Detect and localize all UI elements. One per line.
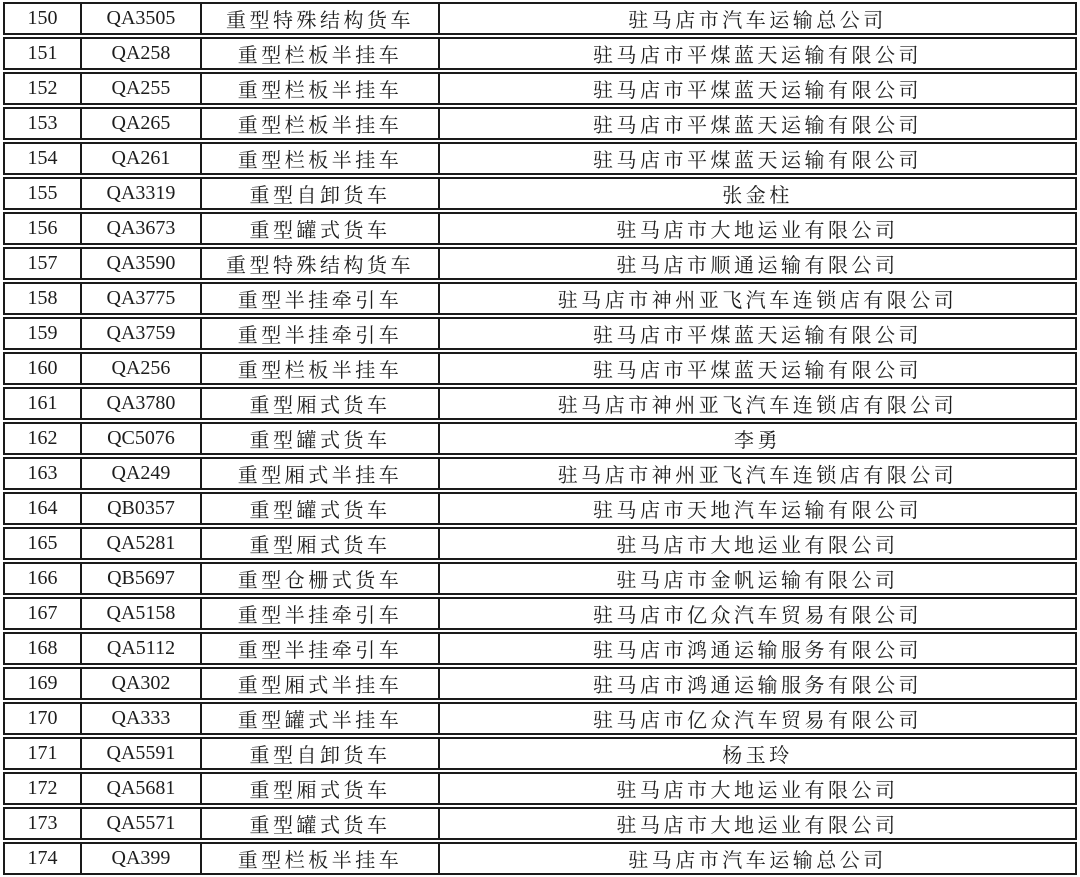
table-row — [3, 632, 1077, 665]
row-number-cell: 162 — [3, 422, 82, 455]
vehicle-type-cell: 重型厢式货车 — [202, 527, 440, 560]
table-row — [3, 807, 1077, 840]
owner-company-cell: 驻马店市神州亚飞汽车连锁店有限公司 — [440, 457, 1077, 490]
owner-company-cell: 驻马店市顺通运输有限公司 — [440, 247, 1077, 280]
row-number-cell: 155 — [3, 177, 82, 210]
plate-number-cell: QA255 — [82, 72, 202, 105]
owner-company-cell: 驻马店市神州亚飞汽车连锁店有限公司 — [440, 387, 1077, 420]
owner-company-cell: 驻马店市亿众汽车贸易有限公司 — [440, 702, 1077, 735]
vehicle-type-cell: 重型厢式货车 — [202, 772, 440, 805]
owner-company-cell: 驻马店市大地运业有限公司 — [440, 212, 1077, 245]
table-row — [3, 212, 1077, 245]
row-number-cell: 152 — [3, 72, 82, 105]
table-row — [3, 737, 1077, 770]
row-number-cell: 161 — [3, 387, 82, 420]
owner-company-cell: 驻马店市亿众汽车贸易有限公司 — [440, 597, 1077, 630]
plate-number-cell: QA265 — [82, 107, 202, 140]
vehicle-type-cell: 重型半挂牵引车 — [202, 597, 440, 630]
row-number-cell: 168 — [3, 632, 82, 665]
vehicle-type-cell: 重型栏板半挂车 — [202, 107, 440, 140]
row-number-cell: 153 — [3, 107, 82, 140]
vehicle-type-cell: 重型厢式货车 — [202, 387, 440, 420]
vehicle-type-cell: 重型特殊结构货车 — [202, 2, 440, 35]
plate-number-cell: QA5591 — [82, 737, 202, 770]
plate-number-cell: QA3775 — [82, 282, 202, 315]
vehicle-type-cell: 重型厢式半挂车 — [202, 457, 440, 490]
row-number-cell: 171 — [3, 737, 82, 770]
table-row — [3, 282, 1077, 315]
row-number-cell: 166 — [3, 562, 82, 595]
vehicle-type-cell: 重型仓栅式货车 — [202, 562, 440, 595]
plate-number-cell: QB0357 — [82, 492, 202, 525]
plate-number-cell: QA249 — [82, 457, 202, 490]
owner-company-cell: 驻马店市大地运业有限公司 — [440, 807, 1077, 840]
plate-number-cell: QA5281 — [82, 527, 202, 560]
owner-company-cell: 驻马店市金帆运输有限公司 — [440, 562, 1077, 595]
plate-number-cell: QA3505 — [82, 2, 202, 35]
plate-number-cell: QA5571 — [82, 807, 202, 840]
owner-company-cell: 驻马店市平煤蓝天运输有限公司 — [440, 352, 1077, 385]
table-row — [3, 247, 1077, 280]
owner-company-cell: 驻马店市平煤蓝天运输有限公司 — [440, 107, 1077, 140]
owner-company-cell: 驻马店市平煤蓝天运输有限公司 — [440, 37, 1077, 70]
plate-number-cell: QA399 — [82, 842, 202, 875]
owner-company-cell: 驻马店市鸿通运输服务有限公司 — [440, 632, 1077, 665]
plate-number-cell: QA3780 — [82, 387, 202, 420]
table-row — [3, 72, 1077, 105]
table-row — [3, 597, 1077, 630]
plate-number-cell: QA3590 — [82, 247, 202, 280]
table-row — [3, 142, 1077, 175]
plate-number-cell: QA5158 — [82, 597, 202, 630]
table-row — [3, 352, 1077, 385]
plate-number-cell: QC5076 — [82, 422, 202, 455]
row-number-cell: 172 — [3, 772, 82, 805]
row-number-cell: 169 — [3, 667, 82, 700]
owner-company-cell: 驻马店市平煤蓝天运输有限公司 — [440, 142, 1077, 175]
vehicle-type-cell: 重型罐式货车 — [202, 807, 440, 840]
row-number-cell: 158 — [3, 282, 82, 315]
row-number-cell: 164 — [3, 492, 82, 525]
owner-company-cell: 驻马店市大地运业有限公司 — [440, 527, 1077, 560]
vehicle-type-cell: 重型栏板半挂车 — [202, 37, 440, 70]
vehicle-type-cell: 重型自卸货车 — [202, 737, 440, 770]
row-number-cell: 165 — [3, 527, 82, 560]
row-number-cell: 167 — [3, 597, 82, 630]
table-row — [3, 667, 1077, 700]
vehicle-registry-table — [3, 0, 1077, 877]
plate-number-cell: QB5697 — [82, 562, 202, 595]
vehicle-type-cell: 重型特殊结构货车 — [202, 247, 440, 280]
plate-number-cell: QA256 — [82, 352, 202, 385]
row-number-cell: 159 — [3, 317, 82, 350]
vehicle-type-cell: 重型罐式货车 — [202, 422, 440, 455]
owner-company-cell: 驻马店市鸿通运输服务有限公司 — [440, 667, 1077, 700]
row-number-cell: 150 — [3, 2, 82, 35]
table-row — [3, 772, 1077, 805]
plate-number-cell: QA258 — [82, 37, 202, 70]
table-body — [3, 2, 1077, 875]
owner-company-cell: 驻马店市天地汽车运输有限公司 — [440, 492, 1077, 525]
vehicle-type-cell: 重型栏板半挂车 — [202, 142, 440, 175]
owner-company-cell: 李勇 — [440, 422, 1077, 455]
row-number-cell: 163 — [3, 457, 82, 490]
plate-number-cell: QA5681 — [82, 772, 202, 805]
owner-company-cell: 张金柱 — [440, 177, 1077, 210]
table-row — [3, 457, 1077, 490]
table-row — [3, 422, 1077, 455]
plate-number-cell: QA333 — [82, 702, 202, 735]
plate-number-cell: QA3673 — [82, 212, 202, 245]
table-row — [3, 317, 1077, 350]
table-row — [3, 387, 1077, 420]
table-row — [3, 562, 1077, 595]
row-number-cell: 157 — [3, 247, 82, 280]
table-row — [3, 2, 1077, 35]
vehicle-type-cell: 重型半挂牵引车 — [202, 632, 440, 665]
vehicle-type-cell: 重型罐式货车 — [202, 492, 440, 525]
owner-company-cell: 驻马店市平煤蓝天运输有限公司 — [440, 72, 1077, 105]
vehicle-type-cell: 重型半挂牵引车 — [202, 317, 440, 350]
plate-number-cell: QA5112 — [82, 632, 202, 665]
owner-company-cell: 驻马店市平煤蓝天运输有限公司 — [440, 317, 1077, 350]
plate-number-cell: QA302 — [82, 667, 202, 700]
owner-company-cell: 驻马店市汽车运输总公司 — [440, 2, 1077, 35]
table-row — [3, 107, 1077, 140]
vehicle-type-cell: 重型栏板半挂车 — [202, 842, 440, 875]
row-number-cell: 156 — [3, 212, 82, 245]
owner-company-cell: 驻马店市汽车运输总公司 — [440, 842, 1077, 875]
vehicle-type-cell: 重型厢式半挂车 — [202, 667, 440, 700]
row-number-cell: 174 — [3, 842, 82, 875]
plate-number-cell: QA3319 — [82, 177, 202, 210]
vehicle-type-cell: 重型自卸货车 — [202, 177, 440, 210]
owner-company-cell: 驻马店市神州亚飞汽车连锁店有限公司 — [440, 282, 1077, 315]
vehicle-type-cell: 重型半挂牵引车 — [202, 282, 440, 315]
plate-number-cell: QA261 — [82, 142, 202, 175]
vehicle-type-cell: 重型栏板半挂车 — [202, 352, 440, 385]
table-row — [3, 492, 1077, 525]
table-row — [3, 177, 1077, 210]
vehicle-type-cell: 重型罐式半挂车 — [202, 702, 440, 735]
row-number-cell: 170 — [3, 702, 82, 735]
plate-number-cell: QA3759 — [82, 317, 202, 350]
row-number-cell: 160 — [3, 352, 82, 385]
row-number-cell: 154 — [3, 142, 82, 175]
owner-company-cell: 驻马店市大地运业有限公司 — [440, 772, 1077, 805]
table-row — [3, 842, 1077, 875]
row-number-cell: 151 — [3, 37, 82, 70]
table-row — [3, 527, 1077, 560]
vehicle-type-cell: 重型罐式货车 — [202, 212, 440, 245]
table-row — [3, 37, 1077, 70]
owner-company-cell: 杨玉玲 — [440, 737, 1077, 770]
row-number-cell: 173 — [3, 807, 82, 840]
table-row — [3, 702, 1077, 735]
vehicle-type-cell: 重型栏板半挂车 — [202, 72, 440, 105]
